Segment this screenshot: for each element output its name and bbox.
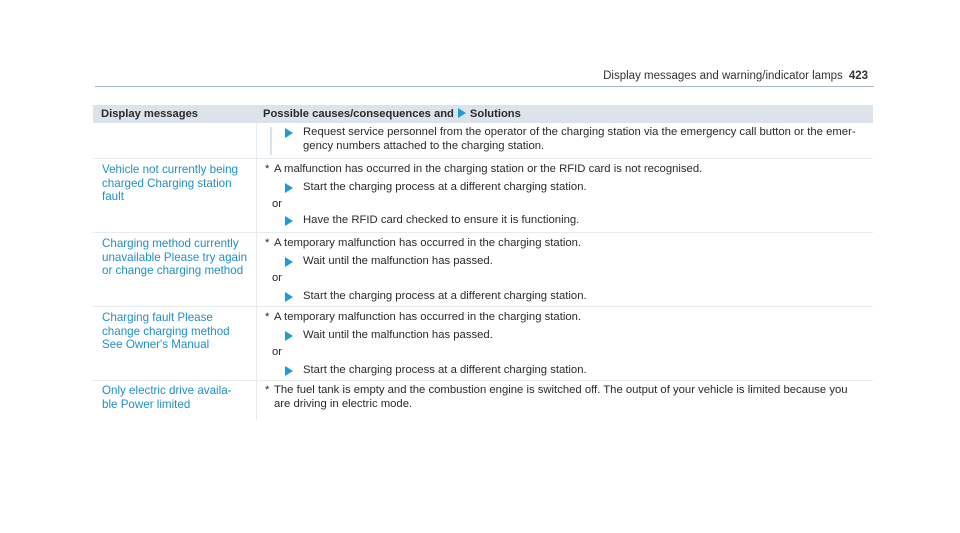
- asterisk: *: [265, 237, 270, 249]
- row-divider: [93, 380, 873, 381]
- column-header-solutions-label: Solutions: [469, 108, 521, 120]
- cause-3: A temporary malfunction has occurred in the charging station.: [274, 311, 582, 323]
- display-message-4: Only electric drive availa- ble Power limited: [102, 384, 232, 411]
- display-message-1: Vehicle not currently being charged Charging station fault: [102, 163, 238, 203]
- solution-2b: Start the charging process at a different charging station.: [303, 290, 587, 302]
- solution-3b: Start the charging process at a different charging station.: [303, 364, 587, 376]
- arrow-right-icon: [285, 331, 293, 341]
- header-divider: [95, 86, 874, 87]
- arrow-right-icon: [285, 183, 293, 193]
- asterisk: *: [265, 384, 270, 396]
- page-number: 423: [848, 70, 868, 82]
- continuation-line-1: Request service personnel from the operator of the charging station via the emergency call button or the emer-: [303, 126, 856, 138]
- display-message-2: Charging method currently unavailable Please try again or change charging method: [102, 237, 248, 277]
- or-separator: or: [272, 346, 283, 358]
- or-separator: or: [272, 272, 283, 284]
- solution-1a: Start the charging process at a different charging station.: [303, 181, 587, 193]
- row-divider: [93, 232, 873, 233]
- solution-2a: Wait until the malfunction has passed.: [303, 255, 493, 267]
- display-message-3: Charging fault Please change charging method See Owner's Manual: [102, 311, 230, 351]
- section-title: Display messages and warning/indicator lamps: [603, 70, 843, 82]
- row-divider: [93, 306, 873, 307]
- arrow-right-icon: [285, 366, 293, 376]
- solution-3a: Wait until the malfunction has passed.: [303, 329, 493, 341]
- page-header: [602, 70, 868, 82]
- cause-4-line-2: are driving in electric mode.: [274, 398, 413, 410]
- arrow-right-icon: [285, 216, 293, 226]
- arrow-right-icon: [285, 257, 293, 267]
- cause-2: A temporary malfunction has occurred in the charging station.: [274, 237, 582, 249]
- arrow-right-icon: [285, 128, 293, 138]
- asterisk: *: [265, 311, 270, 323]
- column-header-causes: [263, 108, 521, 120]
- column-header-causes-label: Possible causes/consequences and: [263, 108, 454, 120]
- arrow-right-icon: [458, 108, 466, 118]
- arrow-right-icon: [285, 292, 293, 302]
- row-divider: [93, 158, 873, 159]
- continuation-bar: [270, 127, 272, 155]
- column-divider: [256, 123, 257, 420]
- column-header-messages: Display messages: [101, 108, 199, 120]
- continuation-line-2: gency numbers attached to the charging station.: [303, 140, 545, 152]
- or-separator: or: [272, 198, 283, 210]
- cause-1: A malfunction has occurred in the charging station or the RFID card is not recognised.: [274, 163, 703, 175]
- cause-4-line-1: The fuel tank is empty and the combustion engine is switched off. The output of your vehicle is limited because you: [274, 384, 848, 396]
- solution-1b: Have the RFID card checked to ensure it is functioning.: [303, 214, 580, 226]
- asterisk: *: [265, 163, 270, 175]
